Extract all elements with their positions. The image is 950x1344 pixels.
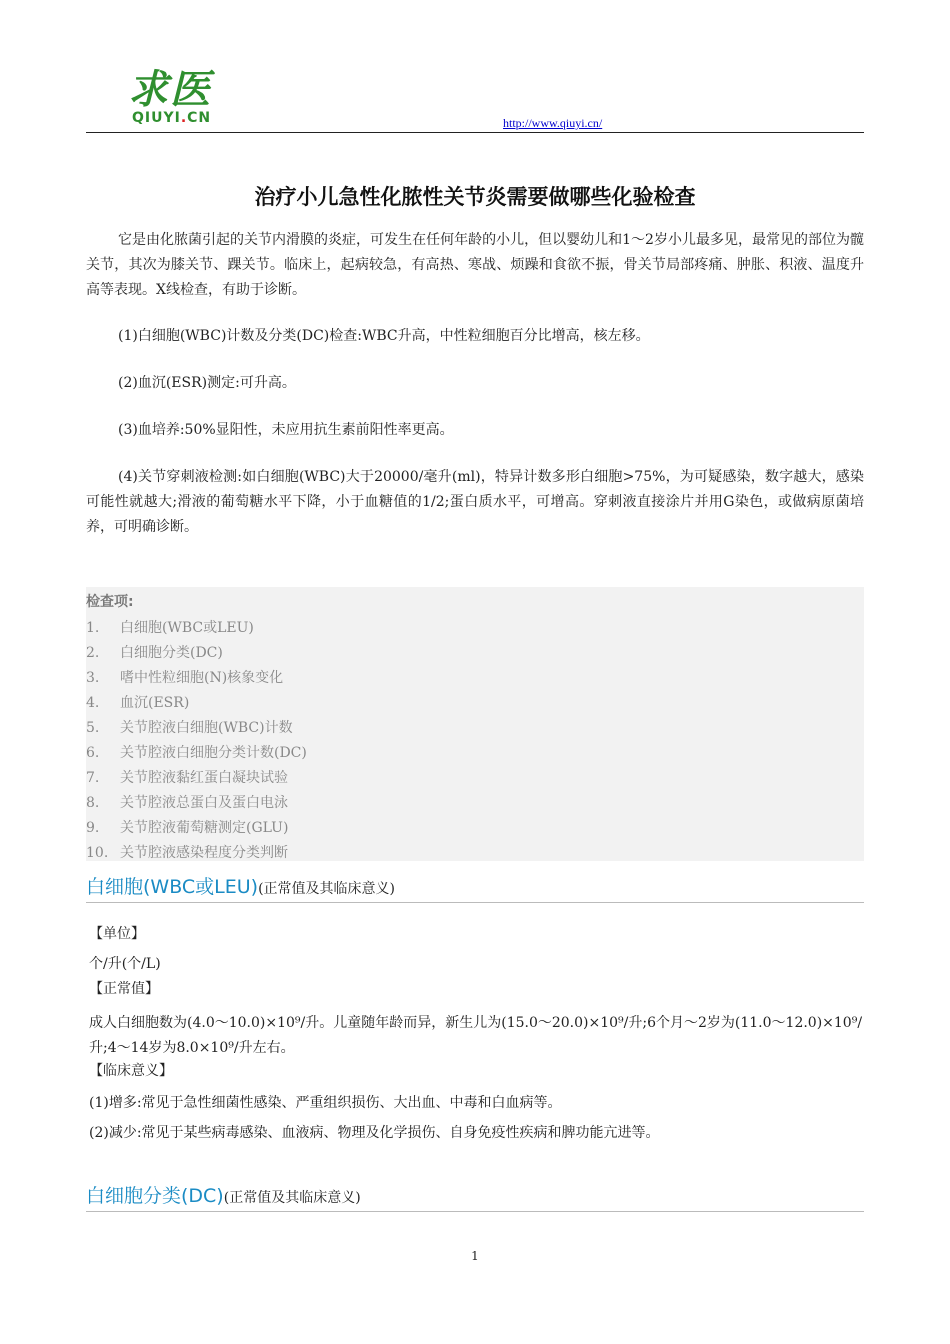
section-wbc-subtitle: (正常值及其临床意义) [258, 881, 396, 897]
header-divider [86, 132, 864, 133]
page-number: 1 [471, 1249, 479, 1263]
exam-item[interactable]: 9. 关节腔液葡萄糖测定(GLU) [86, 820, 289, 836]
section-dc-title[interactable]: 白细胞分类(DC) [86, 1185, 224, 1207]
clinical-item-decrease: (2)减少:常见于某些病毒感染、血液病、物理及化学损伤、自身免疫性疾病和脾功能亢进等。 [89, 1125, 660, 1141]
exam-item[interactable]: 10. 关节腔液感染程度分类判断 [86, 845, 288, 861]
point-1: (1)白细胞(WBC)计数及分类(DC)检查:WBC升高，中性粒细胞百分比增高，核左移。 [118, 328, 650, 344]
section-dc-heading [86, 1181, 864, 1212]
logo-chinese-text: 求医 [128, 66, 212, 113]
point-2: (2)血沉(ESR)测定:可升高。 [118, 375, 296, 391]
exam-items-box [86, 587, 864, 861]
clinical-item-increase: (1)增多:常见于急性细菌性感染、严重组织损伤、大出血、中毒和白血病等。 [89, 1095, 562, 1111]
unit-value: 个/升(个/L) [89, 956, 161, 972]
normal-value-label: 【正常值】 [89, 981, 159, 997]
exam-item[interactable]: 4. 血沉(ESR) [86, 695, 190, 711]
page-title: 治疗小儿急性化脓性关节炎需要做哪些化验检查 [254, 185, 696, 209]
point-3: (3)血培养:50%显阳性，未应用抗生素前阳性率更高。 [118, 422, 454, 438]
site-url-link[interactable]: http://www.qiuyi.cn/ [503, 116, 603, 130]
section-wbc-title[interactable]: 白细胞(WBC或LEU) [86, 876, 259, 898]
exam-item[interactable]: 5. 关节腔液白细胞(WBC)计数 [86, 720, 293, 736]
clinical-significance-label: 【临床意义】 [89, 1063, 173, 1079]
logo-english-text: QIUYI.CN [132, 110, 212, 126]
point-4: (4)关节穿刺液检测:如白细胞(WBC)大于20000/毫升(ml)，特异计数多形白细胞>75%，为可疑感染，数字越大，感染可能性就越大;滑液的葡萄糖水平下降，小于血糖值的1/2;蛋白质水平，可增高。穿刺液直接涂片并用G染色，或做病原菌培养，可明确诊断。 [86, 469, 864, 535]
intro-paragraph: 它是由化脓菌引起的关节内滑膜的炎症，可发生在任何年龄的小儿，但以婴幼儿和1～2岁小儿最多见，最常见的部位为髋关节，其次为膝关节、踝关节。临床上，起病较急，有高热、寒战、烦躁和食欲不振，骨关节局部疼痛、肿胀、积液、温度升高等表现。X线检查，有助于诊断。 [86, 232, 864, 298]
exam-items-list [86, 616, 307, 866]
exam-item[interactable]: 6. 关节腔液白细胞分类计数(DC) [86, 745, 307, 761]
exam-items-heading: 检查项: [86, 594, 134, 610]
exam-item[interactable]: 8. 关节腔液总蛋白及蛋白电泳 [86, 795, 288, 811]
exam-item[interactable]: 7. 关节腔液黏红蛋白凝块试验 [86, 770, 288, 786]
normal-value-text: 成人白细胞数为(4.0～10.0)×10⁹/升。儿童随年龄而异，新生儿为(15.0～20.0)×10⁹/升;6个月～2岁为(11.0～12.0)×10⁹/升;4～14岁为8.0×10⁹/升左右。 [89, 1015, 863, 1056]
section-wbc-heading [86, 872, 864, 903]
exam-item[interactable]: 2. 白细胞分类(DC) [86, 645, 223, 661]
unit-label: 【单位】 [89, 926, 145, 942]
qiuyi-logo [128, 66, 238, 130]
exam-item[interactable]: 3. 嗜中性粒细胞(N)核象变化 [86, 670, 284, 686]
exam-item[interactable]: 1. 白细胞(WBC或LEU) [86, 620, 254, 636]
section-dc-subtitle: (正常值及其临床意义) [223, 1190, 361, 1206]
